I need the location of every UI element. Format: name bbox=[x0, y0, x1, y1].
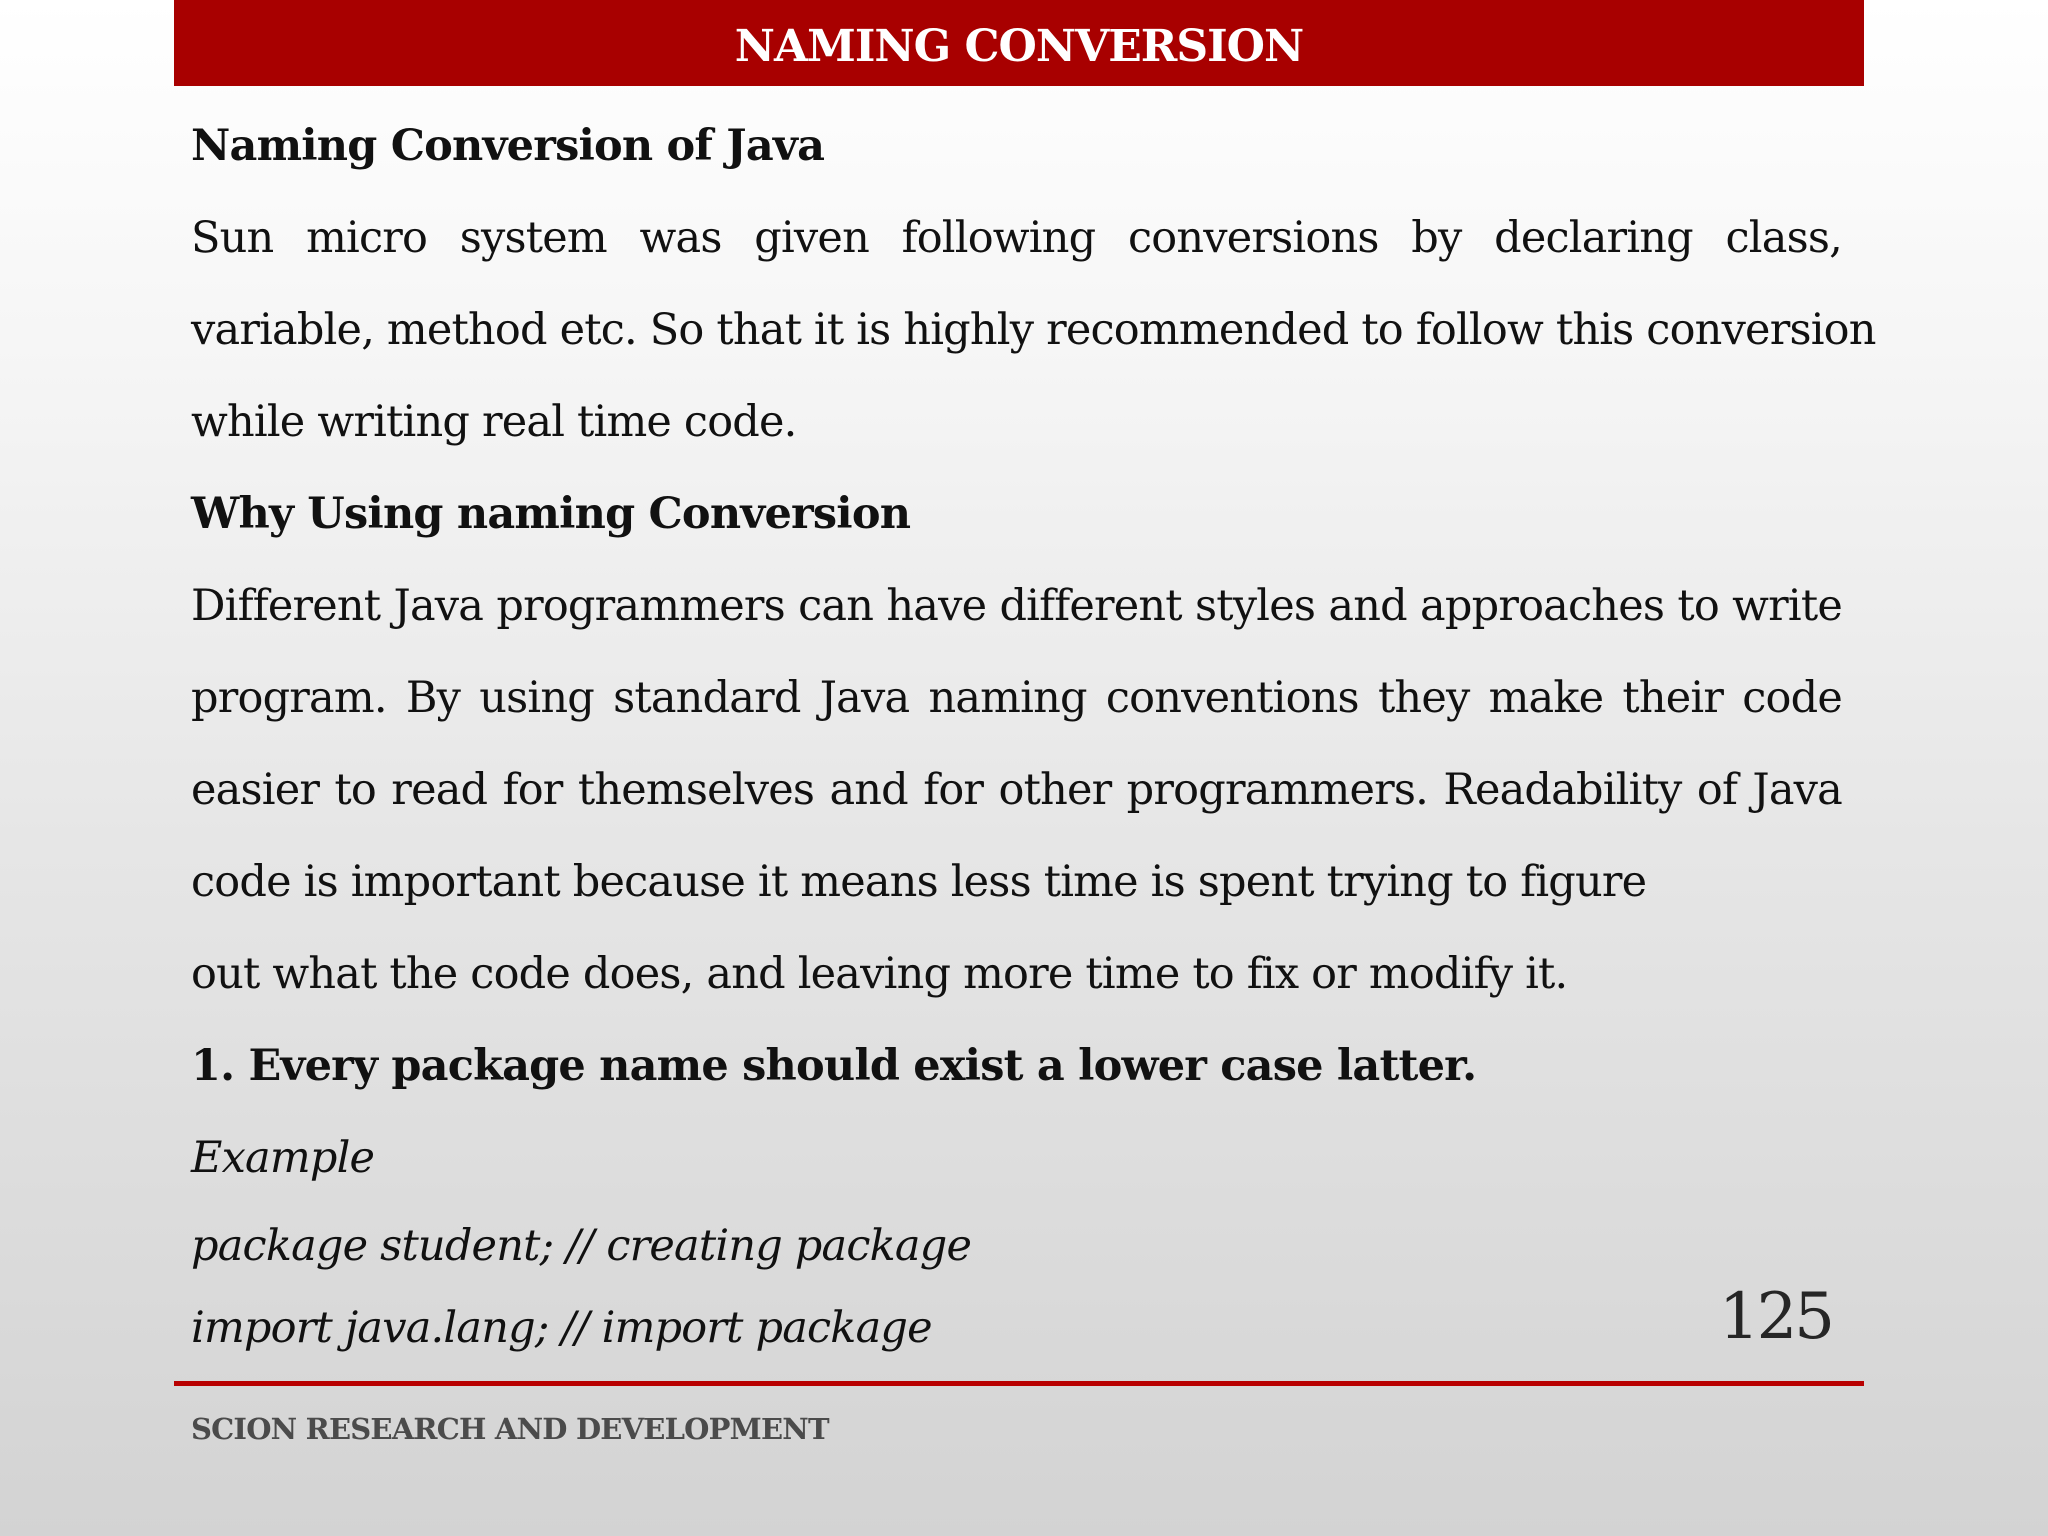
slide-content bbox=[191, 100, 1876, 1372]
code-line: import java.lang; // import package bbox=[191, 1303, 932, 1353]
paragraph-line: out what the code does, and leaving more time to fix or modify it. bbox=[191, 949, 1568, 999]
paragraph-line: while writing real time code. bbox=[191, 397, 797, 447]
rule-package-name: 1. Every package name should exist a lower case latter. bbox=[191, 1041, 1477, 1091]
heading-naming-conversion-of-java: Naming Conversion of Java bbox=[191, 121, 825, 171]
heading-why-using-naming-conversion: Why Using naming Conversion bbox=[191, 489, 911, 539]
page-number: 125 bbox=[1718, 1280, 1832, 1354]
example-label: Example bbox=[191, 1133, 375, 1183]
footer-divider bbox=[174, 1381, 1864, 1386]
paragraph-line: easier to read for themselves and for other programmers. Readability of Java bbox=[191, 765, 1842, 815]
paragraph-line: program. By using standard Java naming conventions they make their code bbox=[191, 673, 1842, 723]
paragraph-line: Different Java programmers can have different styles and approaches to write bbox=[191, 581, 1842, 631]
title-bar bbox=[174, 0, 1864, 86]
code-line: package student; // creating package bbox=[191, 1221, 972, 1271]
paragraph-line: code is important because it means less time is spent trying to figure bbox=[191, 857, 1647, 907]
paragraph-line: variable, method etc. So that it is highly recommended to follow this conversion bbox=[191, 305, 1876, 355]
slide-title: NAMING CONVERSION bbox=[734, 20, 1304, 72]
footer-organization: SCION RESEARCH AND DEVELOPMENT bbox=[191, 1412, 829, 1446]
paragraph-line: Sun micro system was given following conversions by declaring class, bbox=[191, 213, 1842, 263]
